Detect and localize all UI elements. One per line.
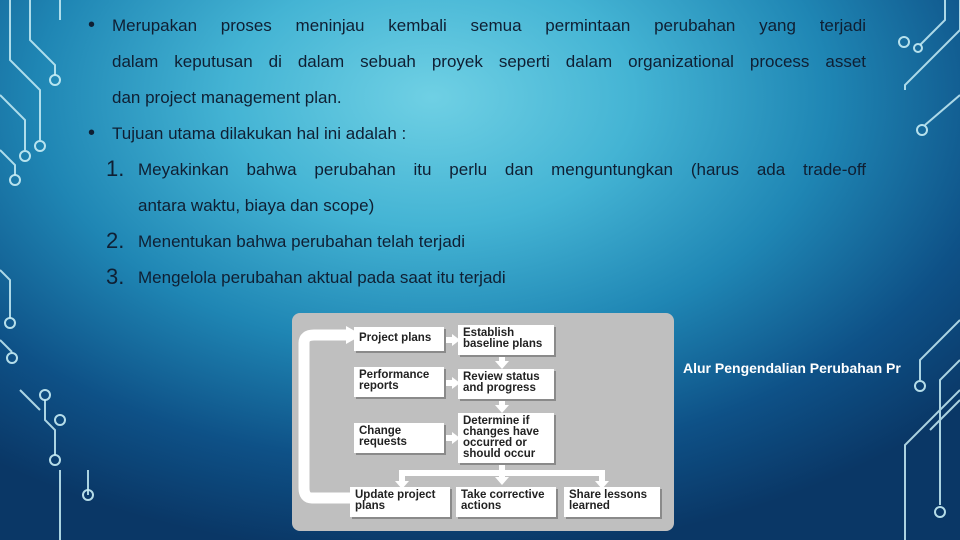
box-text: learned [569, 500, 610, 512]
list-item-1-line-2: antara waktu, biaya dan scope) [138, 196, 375, 215]
list-number-3: 3. [106, 264, 125, 289]
bullet-1-line-3: dan project management plan. [112, 88, 342, 107]
box-text: Change [359, 425, 402, 437]
box-text: Update project [355, 489, 436, 501]
box-text: reports [359, 380, 399, 392]
box-determine-changes [458, 413, 554, 463]
bullet-dot: • [88, 122, 96, 144]
list-number-1: 1. [106, 156, 125, 181]
box-text: Performance [359, 369, 430, 381]
box-text: baseline plans [463, 338, 543, 350]
box-text: Take corrective [461, 489, 545, 501]
box-performance-reports [354, 367, 444, 397]
box-text: actions [461, 500, 502, 512]
box-review-status [458, 369, 554, 399]
box-text: Review status [463, 371, 540, 383]
bullet-dot: • [88, 14, 96, 36]
diagram-caption: Alur Pengendalian Perubahan Pr [683, 360, 901, 376]
change-control-diagram [292, 313, 674, 531]
box-share-lessons [564, 487, 660, 517]
list-item-2: Menentukan bahwa perubahan telah terjadi [138, 232, 466, 251]
list-item-1-line-1: Meyakinkan bahwa perubahan itu perlu dan menguntungkan (harus ada trade-off [138, 160, 866, 179]
box-text: requests [359, 436, 407, 448]
box-text: should occur [463, 448, 536, 460]
box-text: Determine if [463, 415, 530, 427]
box-text: and progress [463, 382, 536, 394]
bullet-2-line-1: Tujuan utama dilakukan hal ini adalah : [112, 124, 407, 143]
box-change-requests [354, 423, 444, 453]
list-number-2: 2. [106, 228, 125, 253]
box-text: Share lessons [569, 489, 647, 501]
box-text: Establish [463, 327, 515, 339]
box-take-corrective-actions [456, 487, 556, 517]
bullet-1-line-2: dalam keputusan di dalam sebuah proyek seperti dalam organizational process asset [112, 52, 866, 71]
box-text: occurred or [463, 437, 527, 449]
box-text: Project plans [359, 332, 432, 344]
box-text: changes have [463, 426, 540, 438]
box-establish-baseline [458, 325, 554, 355]
box-project-plans [354, 327, 444, 351]
box-update-project-plans [350, 487, 450, 517]
box-text: plans [355, 500, 386, 512]
bullet-1-line-1: Merupakan proses meninjau kembali semua permintaan perubahan yang terjadi [112, 16, 866, 35]
list-item-3: Mengelola perubahan aktual pada saat itu terjadi [138, 268, 506, 287]
